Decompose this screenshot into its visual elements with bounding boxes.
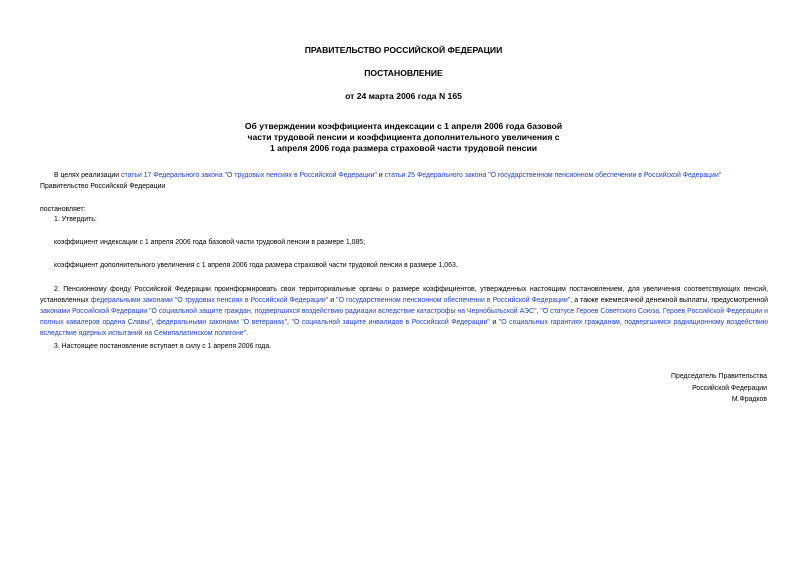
signature-block <box>671 371 767 406</box>
intro-and: и <box>376 172 385 179</box>
intro-text: В целях реализации <box>54 172 122 179</box>
item-3: 3. Настоящее постановление вступает в силу с 1 апреля 2006 года. <box>54 343 272 350</box>
item-2-text: , <box>287 319 292 326</box>
item-2-text: , <box>536 308 541 315</box>
link-law-labor-pensions[interactable]: федеральными законами "О трудовых пенсиях в Российской Федерации" <box>90 297 329 304</box>
document-type: ПОСТАНОВЛЕНИЕ <box>364 68 443 78</box>
signature-country: Российской Федерации <box>692 384 767 392</box>
government-heading: ПРАВИТЕЛЬСТВО РОССИЙСКОЙ ФЕДЕРАЦИИ <box>304 45 503 55</box>
coefficient-indexation: коэффициент индексации с 1 апреля 2006 года базовой части трудовой пенсии в размере 1,085; <box>54 239 366 246</box>
link-law-disabled[interactable]: "О социальной защите инвалидов в Российской Федерации" <box>291 319 490 326</box>
title-line: 1 апреля 2006 года размера страховой части трудовой пенсии <box>269 143 538 153</box>
item-1: 1. Утвердить: <box>54 216 97 223</box>
intro-subject: Правительство Российской Федерации <box>40 183 166 190</box>
link-law-veterans[interactable]: федеральными законами "О ветеранах" <box>156 319 288 326</box>
item-2-text: и <box>328 297 337 304</box>
decree-word: постановляет: <box>40 206 86 213</box>
item-2-text: , а также ежемесячной денежной выплаты, предусмотренной <box>570 297 769 304</box>
link-law-semipalatinsk[interactable]: "О социальных гарантиях гражданам, подвергшимся радиационному воздействию вследствие ядерных испытаний на Семипалатинском полигоне" <box>40 319 768 337</box>
document-title <box>0 121 807 154</box>
signature-position: Председатель Правительства <box>671 373 767 380</box>
item-2-text: . <box>246 330 248 337</box>
document-date: от 24 марта 2006 года N 165 <box>345 91 462 101</box>
link-law-heroes[interactable]: "О статусе Героев Советского Союза, Героев Российской Федерации и полных кавалеров ордена Славы" <box>40 308 768 326</box>
link-law-state-pension[interactable]: "О государственном пенсионном обеспечении в Российской Федерации" <box>336 297 571 304</box>
coefficient-increase: коэффициент дополнительного увеличения с 1 апреля 2006 года размера страховой части трудовой пенсии в размере 1,063. <box>54 262 458 269</box>
link-law-chernobyl[interactable]: законами Российской Федерации "О социальной защите граждан, подвергшихся воздействию радиации вследствие катастрофы на Чернобыльской АЭС" <box>40 308 537 315</box>
signature-name: М.Фрадков <box>731 396 767 403</box>
item-2 <box>40 284 768 339</box>
item-2-text: и <box>489 319 499 326</box>
link-article-25[interactable]: статьи 25 Федерального закона "О государственном пенсионном обеспечении в Российской Федерации" <box>384 172 722 179</box>
intro-paragraph <box>40 170 768 181</box>
title-line: части трудовой пенсии и коэффициента дополнительного увеличения с <box>247 132 560 142</box>
item-2-text: 2. Пенсионному фонду Российской Федерации проинформировать свои территориальные органы о размере коэффициентов, утвержденных настоящим постановлением, для увеличения соответствующих пенсий, установленных <box>40 286 768 304</box>
link-article-17[interactable]: статьи 17 Федерального закона "О трудовых пенсиях в Российской Федерации" <box>121 172 377 179</box>
item-2-text: , <box>151 319 157 326</box>
title-line: Об утверждении коэффициента индексации с 1 апреля 2006 года базовой <box>244 121 563 131</box>
